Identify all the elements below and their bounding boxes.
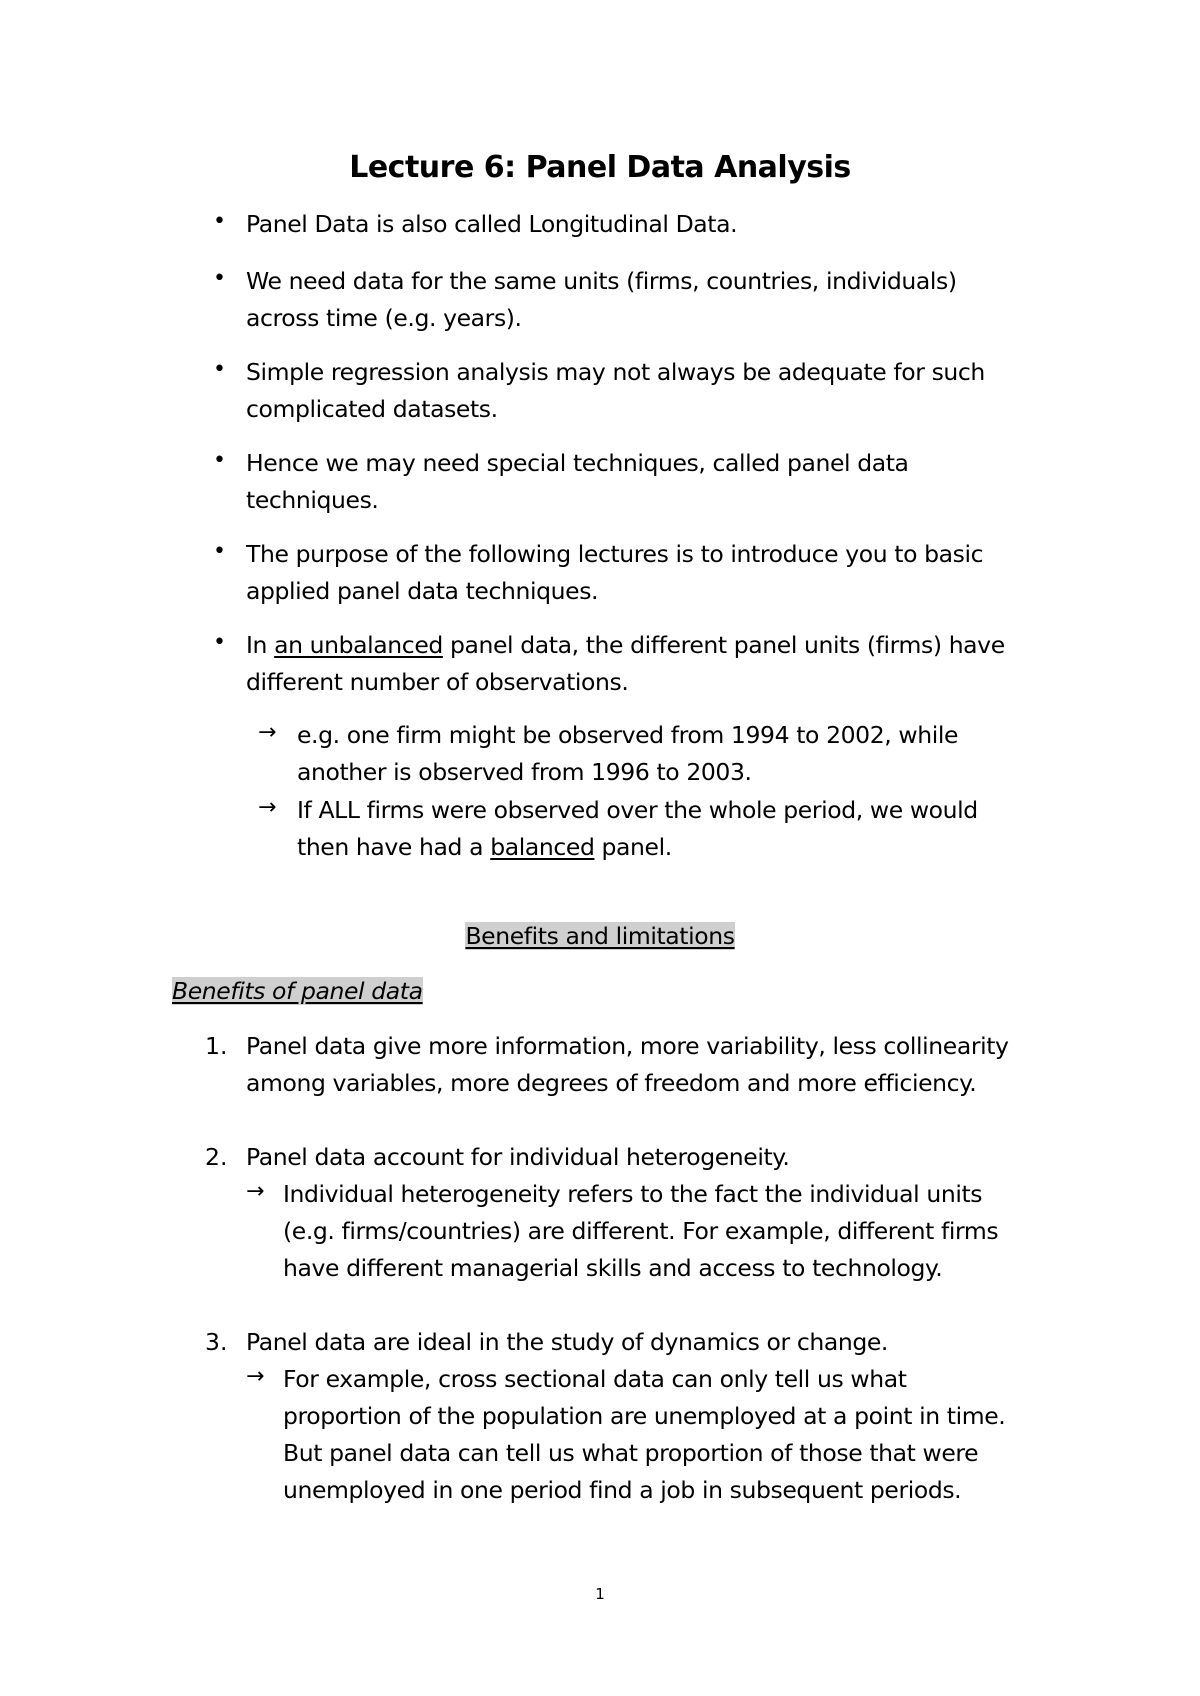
bullet-icon: • — [213, 630, 226, 655]
bullet-text: In an unbalanced panel data, the different panel units (firms) have — [246, 631, 1005, 659]
bullet-text: Simple regression analysis may not always be adequate for such — [246, 358, 985, 386]
bullet-text: different number of observations. — [246, 668, 629, 696]
list-number: 3. — [205, 1328, 228, 1356]
arrow-text: (e.g. firms/countries) are different. For example, different firms — [283, 1217, 999, 1245]
arrow-text: Individual heterogeneity refers to the fact the individual units — [283, 1180, 983, 1208]
bullet-text: The purpose of the following lectures is to introduce you to basic — [246, 540, 984, 568]
arrow-text: e.g. one firm might be observed from 1994 to 2002, while — [297, 721, 959, 749]
bullet-text: Hence we may need special techniques, called panel data — [246, 449, 909, 477]
arrow-text: proportion of the population are unemployed at a point in time. — [283, 1402, 1006, 1430]
arrow-text: unemployed in one period find a job in subsequent periods. — [283, 1476, 962, 1504]
page-number: 1 — [595, 1585, 605, 1603]
bullet-icon: • — [213, 357, 226, 382]
bullet-text: techniques. — [246, 486, 379, 514]
bullet-icon: • — [213, 209, 226, 234]
arrow-text: But panel data can tell us what proportion of those that were — [283, 1439, 979, 1467]
section-heading: Benefits and limitations — [465, 922, 735, 950]
bullet-text: Panel Data is also called Longitudinal Data. — [246, 210, 738, 238]
arrow-right-icon: → — [246, 1364, 265, 1389]
arrow-right-icon: → — [258, 795, 277, 820]
numbered-text: among variables, more degrees of freedom and more efficiency. — [246, 1069, 977, 1097]
list-number: 2. — [205, 1143, 228, 1171]
numbered-text: Panel data are ideal in the study of dynamics or change. — [246, 1328, 888, 1356]
numbered-text: Panel data give more information, more variability, less collinearity — [246, 1032, 1009, 1060]
bullet-text: applied panel data techniques. — [246, 577, 599, 605]
bullet-icon: • — [213, 539, 226, 564]
underlined-term: an unbalanced — [274, 631, 443, 659]
bullet-text: across time (e.g. years). — [246, 304, 522, 332]
bullet-icon: • — [213, 266, 226, 291]
bullet-icon: • — [213, 448, 226, 473]
underlined-term: balanced — [490, 833, 595, 861]
bullet-text: We need data for the same units (firms, countries, individuals) — [246, 267, 957, 295]
subheading: Benefits of panel data — [172, 977, 423, 1005]
list-number: 1. — [205, 1032, 228, 1060]
arrow-right-icon: → — [258, 720, 277, 745]
bullet-text: complicated datasets. — [246, 395, 498, 423]
numbered-text: Panel data account for individual heterogeneity. — [246, 1143, 790, 1171]
arrow-right-icon: → — [246, 1179, 265, 1204]
page-title: Lecture 6: Panel Data Analysis — [349, 150, 851, 185]
arrow-text: For example, cross sectional data can only tell us what — [283, 1365, 907, 1393]
arrow-text: then have had a balanced panel. — [297, 833, 672, 861]
arrow-text: another is observed from 1996 to 2003. — [297, 758, 752, 786]
arrow-text: have different managerial skills and access to technology. — [283, 1254, 943, 1282]
arrow-text: If ALL firms were observed over the whole period, we would — [297, 796, 978, 824]
